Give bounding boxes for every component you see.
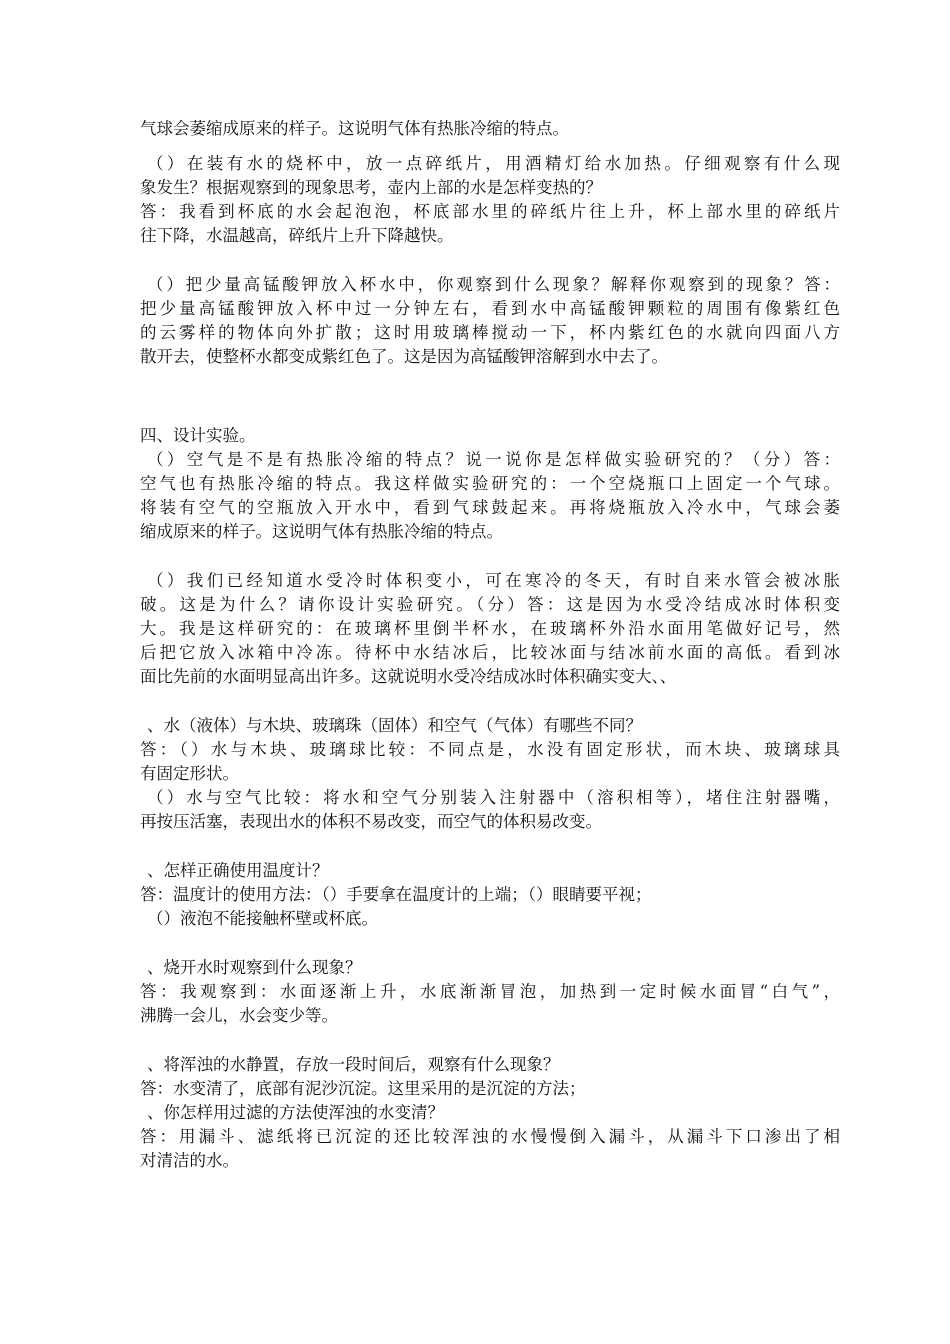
text-line: 答：（）水与木块、玻璃球比较：不同点是，水没有固定形状，而木块、玻璃球具 — [140, 740, 840, 759]
text-line: 散开去，使整杯水都变成紫红色了。这是因为高锰酸钾溶解到水中去了。 — [140, 347, 668, 366]
text-line: 往下降，水温越高，碎纸片上升下降越快。 — [140, 226, 454, 245]
text-line: 面比先前的水面明显高出许多。这就说明水受冷结成冰时体积确实变大、、 — [140, 667, 677, 686]
text-line: （）液泡不能接触杯壁或杯底。 — [147, 909, 378, 928]
text-line: 的云雾样的物体向外扩散；这时用玻璃棒搅动一下，杯内紫红色的水就向四面八方 — [140, 323, 840, 342]
question-line: 、水（液体）与木块、玻璃珠（固体）和空气（气体）有哪些不同？ — [147, 716, 642, 735]
question-line: 、烧开水时观察到什么现象？ — [147, 958, 362, 977]
text-line: 对清洁的水。 — [140, 1151, 239, 1170]
text-line: 象发生？根据观察到的现象思考，壶内上部的水是怎样变热的？ — [140, 178, 602, 197]
text-line: （）我们已经知道水受冷时体积变小，可在寒冷的冬天，有时自来水管会被冰胀 — [147, 571, 840, 590]
text-line: （）在装有水的烧杯中，放一点碎纸片，用酒精灯给水加热。仔细观察有什么现 — [147, 154, 840, 173]
text-line: 把少量高锰酸钾放入杯中过一分钟左右，看到水中高锰酸钾颗粒的周围有像紫红色 — [140, 299, 840, 318]
text-line: 答：我观察到：水面逐渐上升，水底渐渐冒泡，加热到一定时候水面冒“白气”， — [140, 982, 840, 1001]
text-line: 有固定形状。 — [140, 764, 239, 783]
text-line: 答：我看到杯底的水会起泡泡，杯底部水里的碎纸片往上升，杯上部水里的碎纸片 — [140, 202, 840, 221]
question-line: 、怎样正确使用温度计？ — [147, 861, 329, 880]
text-line: 后把它放入冰箱中冷冻。待杯中水结冰后，比较冰面与结冰前水面的高低。看到冰 — [140, 643, 840, 662]
text-line: 再按压活塞，表现出水的体积不易改变，而空气的体积易改变。 — [140, 812, 602, 831]
text-line: 破。这是为什么？请你设计实验研究。（分）答：这是因为水受冷结成冰时体积变 — [140, 595, 840, 614]
question-line: 、你怎样用过滤的方法使浑浊的水变清？ — [147, 1103, 444, 1122]
text-line: （）水与空气比较：将水和空气分别装入注射器中（溶积相等），堵住注射器嘴， — [147, 788, 840, 807]
text-line: （）空气是不是有热胀冷缩的特点？说一说你是怎样做实验研究的？（分）答： — [147, 450, 840, 469]
text-line: 沸腾一会儿，水会变少等。 — [140, 1006, 338, 1025]
text-line: 答：温度计的使用方法：（）手要拿在温度计的上端；（）眼睛要平视； — [140, 885, 652, 904]
section-heading: 四、设计实验。 — [140, 426, 256, 445]
text-line: 答：用漏斗、滤纸将已沉淀的还比较浑浊的水慢慢倒入漏斗，从漏斗下口渗出了相 — [140, 1127, 840, 1146]
text-line: 答：水变清了，底部有泥沙沉淀。这里采用的是沉淀的方法； — [140, 1079, 586, 1098]
text-line: 气球会萎缩成原来的样子。这说明气体有热胀冷缩的特点。 — [140, 119, 569, 138]
question-line: 、将浑浊的水静置，存放一段时间后，观察有什么现象？ — [147, 1055, 560, 1074]
text-line: 缩成原来的样子。这说明气体有热胀冷缩的特点。 — [140, 522, 503, 541]
text-line: （）把少量高锰酸钾放入杯水中，你观察到什么现象？解释你观察到的现象？答： — [147, 275, 840, 294]
text-line: 将装有空气的空瓶放入开水中，看到气球鼓起来。再将烧瓶放入冷水中，气球会萎 — [140, 498, 840, 517]
text-line: 空气也有热胀冷缩的特点。我这样做实验研究的：一个空烧瓶口上固定一个气球。 — [140, 474, 840, 493]
text-line: 大。我是这样研究的：在玻璃杯里倒半杯水，在玻璃杯外沿水面用笔做好记号，然 — [140, 619, 840, 638]
